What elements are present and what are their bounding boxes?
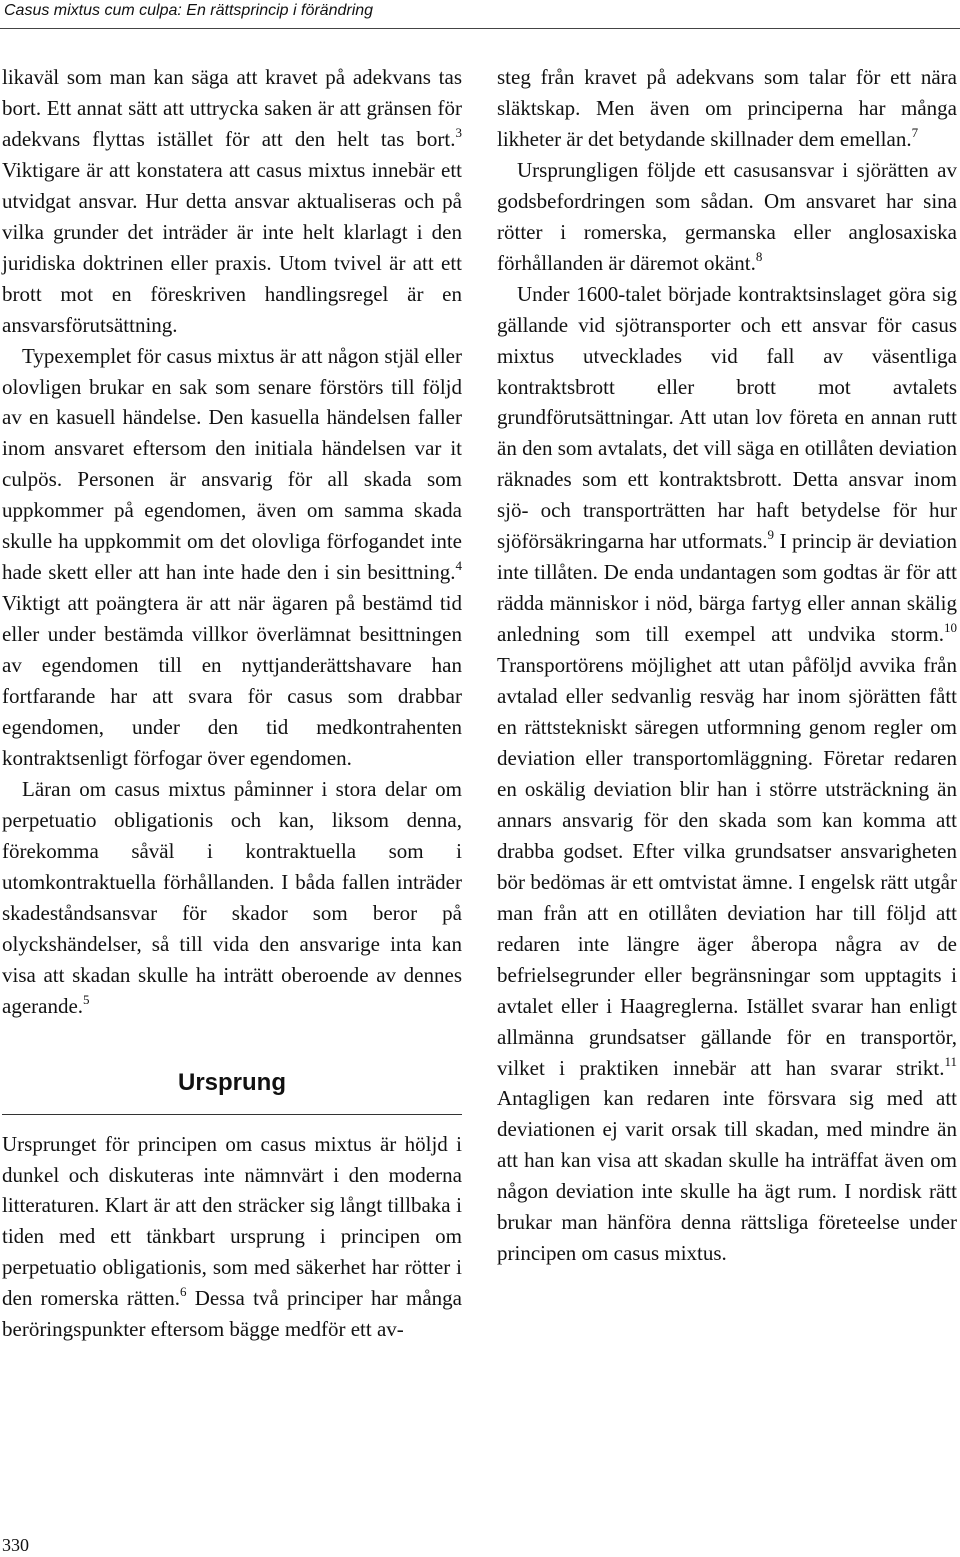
paragraph-5: [497, 62, 957, 155]
footnote-ref-8[interactable]: 8: [755, 248, 763, 264]
paragraph-4: [2, 1129, 462, 1346]
page-number: 330: [2, 1535, 29, 1555]
paragraph-text: Antagligen kan redaren inte försvara sig med att deviationen ej varit orsak till skadan, med mindre än att han kan visa att skadan skulle ha inträffat även om någon deviation inte skulle ha ägt rum. I nordisk rätt brukar man hänföra denna rättsliga företeelse under principen om casus mixtus.: [497, 1086, 957, 1266]
footnote-ref-7[interactable]: 7: [911, 124, 919, 140]
paragraph-text: Typexemplet för casus mixtus är att någon stjäl eller olovligen brukar en sak som senare förstörs till följd av en kasuell händelse. Den kasuella händelsen faller inom ansvaret eftersom den initiala händelsen var it culpös. Personen är ansvarig för all skada som uppkommer på egendomen, även om samma skada skulle ha uppkommit om det olovliga förfogandet inte hade skett eller att han inte hade den i sin besittning.: [2, 343, 462, 585]
paragraph-text: Läran om casus mixtus påminner i stora delar om perpetuatio obligationis och kan, liksom denna, förekomma såväl i kontraktuella som i utomkontraktuella förhållanden. I båda fallen inträder skadeståndsansvar för skador som beror på olyckshändelser, så till vida den ansvarige inta kan visa att skadan skulle ha inträtt oberoende av dennes agerande.: [2, 776, 462, 1018]
paragraph-text: Viktigare är att konstatera att casus mixtus innebär ett utvidgat ansvar. Hur detta ansvar aktualiseras och på vilka grunder det inträder är inte helt klarlagt i den juridiska doktrinen eller praxis. Utom tvivel är att ett brott mot en föreskriven handlingsregel är en ansvarsförutsättning.: [2, 157, 462, 337]
footnote-ref-10[interactable]: 10: [944, 620, 957, 636]
section-heading-ursprung: Ursprung: [178, 1068, 286, 1096]
paragraph-text: Ursprungligen följde ett casusansvar i sjörätten av godsbefordringen som sådan. Om ansvaret har sina rötter i romerska, germanska eller anglosaxiska förhållanden är däremot okänt.: [497, 157, 957, 275]
paragraph-text: Under 1600-talet började kontraktsinslaget göra sig gällande vid sjötransporter och ett ansvar för casus mixtus utvecklades vid fall av väsentliga kontraktsbrott eller brott mot avtalets grundförutsättningar. Att utan lov företa en annan rutt än den som avtalats, det vill säga en otillåten deviation räknades som ett kontraktsbrott. Detta ansvar inom sjö- och transporträtten har haft betydelse för hur sjöförsäkringarna har utformats.: [497, 281, 957, 554]
footnote-ref-11[interactable]: 11: [944, 1053, 957, 1069]
paragraph-text: I princip är deviation inte tillåten. De enda undantagen som godtas är för att rädda människor i nöd, bärga fartyg eller annan skälig anledning som till exempel att undvika storm.: [497, 529, 958, 647]
footnote-ref-3[interactable]: 3: [455, 124, 462, 140]
footnote-ref-9[interactable]: 9: [767, 527, 775, 543]
paragraph-text: Transportörens möjlighet att utan påföljd avvika från avtalad eller sedvanlig resväg har inom sjörätten fått en rättstekniskt säregen utformning genom regler om deviation eller transportomläggning. Företar redaren en oskälig deviation blir han i större utsträckning än annars ansvarig för den skada som kan komma att drabba godset. Efter vilka grundsatser ansvarigheten bör bedömas är ett omtvistat ämne. I engelsk rätt utgår man från att en otillåten deviation har till följd att redaren inte längre äger åberopa några av de befrielsegrunder eller begränsningar som upptagits i avtalet eller i Haagreglerna. Istället svarar han enligt allmänna grundsatser gällande för en transportör, vilket i praktiken innebär att han svarar strikt.: [497, 653, 957, 1080]
running-header-title: Casus mixtus cum culpa: En rättsprincip i förändring: [4, 2, 374, 19]
paragraph-text: Dessa två principer har många beröringspunkter eftersom bägge medför ett av-: [2, 1286, 462, 1342]
paragraph-3: [2, 774, 462, 1022]
section-rule: [2, 1114, 462, 1115]
right-column: [497, 62, 957, 1269]
footnote-ref-5[interactable]: 5: [83, 991, 90, 1007]
header-rule: [0, 28, 960, 29]
paragraph-6: [497, 155, 957, 279]
running-header: [0, 0, 960, 30]
paragraph-text: likaväl som man kan säga att kravet på adekvans tas bort. Ett annat sätt att uttrycka saken är att gränsen för adekvans flyttas istället för att den helt tas bort.: [2, 65, 462, 151]
paragraph-2: [2, 341, 462, 774]
footnote-ref-6[interactable]: 6: [179, 1284, 187, 1300]
paragraph-text: steg från kravet på adekvans som talar för ett nära släktskap. Men även om principerna har många likheter är det betydande skillnader dem emellan.: [497, 65, 957, 151]
left-column: [2, 62, 462, 1345]
paragraph-text: Ursprunget för principen om casus mixtus är höljd i dunkel och diskuteras inte nämnvärt i den moderna litteraturen. Klart är att den sträcker sig långt tillbaka i tiden med ett tänkbart ursprung i principen om perpetuatio obligationis, som med säkerhet har rötter i den romerska rätten.: [2, 1131, 462, 1311]
paragraph-1: [2, 62, 462, 341]
paragraph-7: [497, 279, 957, 1270]
paragraph-text: Viktigt att poängtera är att när ägaren på bestämd tid eller under bestämda villkor överlämnat besittningen av egendomen till en nyttjanderättshavare han fortfarande har att svara för casus som drabbar egendomen, under den tid medkontrahenten kontraktsenligt förfogar över egendomen.: [2, 591, 462, 770]
footnote-ref-4[interactable]: 4: [455, 558, 462, 574]
